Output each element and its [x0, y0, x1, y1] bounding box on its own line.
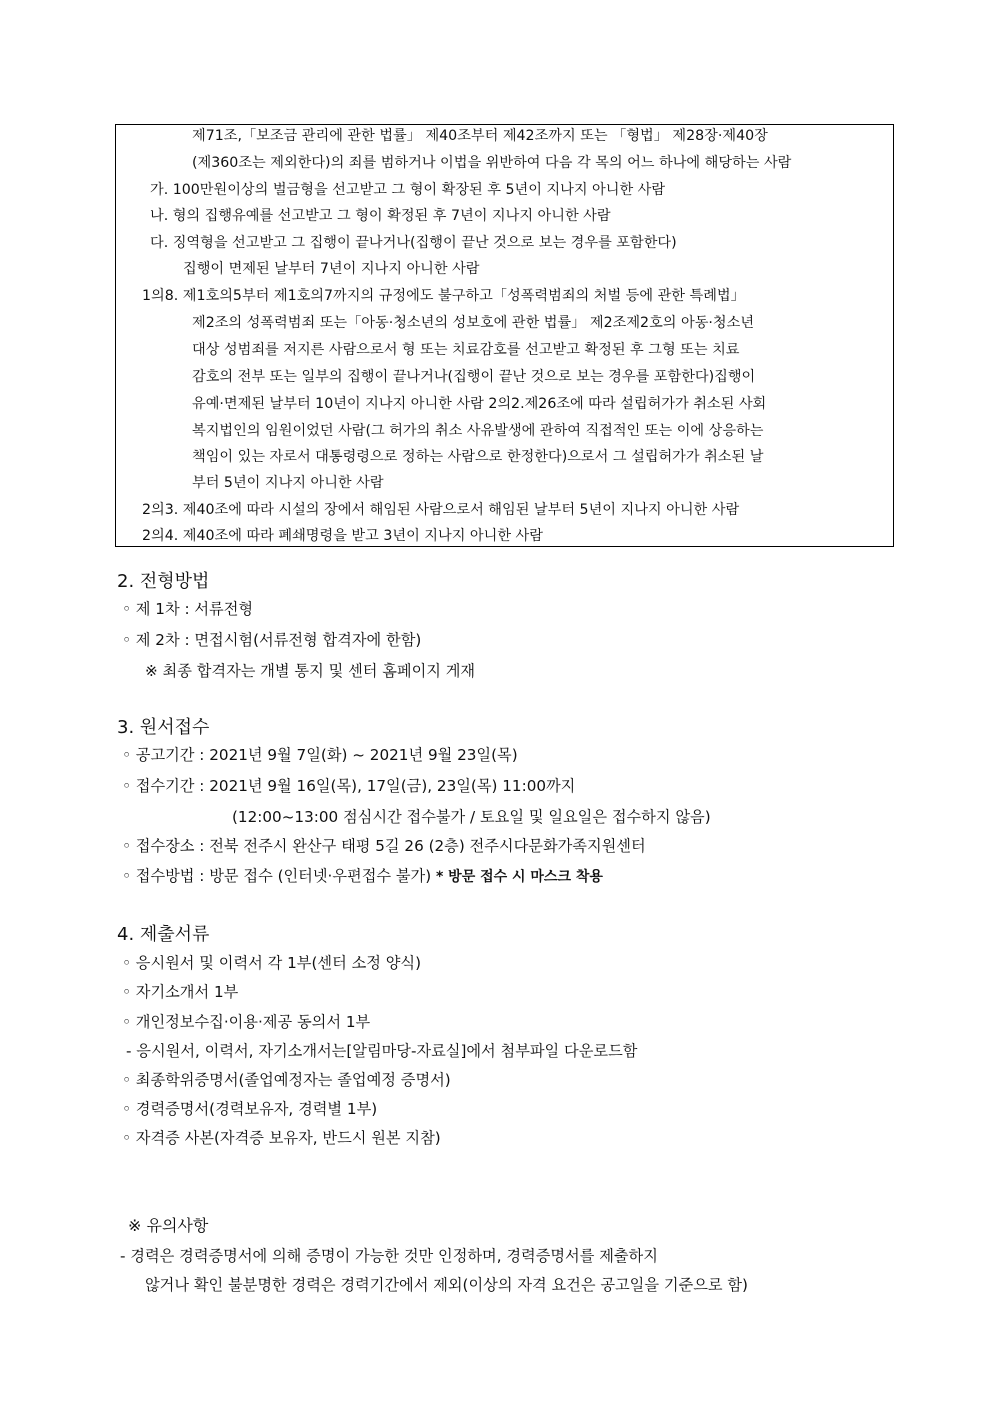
- box-line: 다. 징역형을 선고받고 그 집행이 끝나거나(집행이 끝난 것으로 보는 경우를 포함한다): [150, 235, 677, 251]
- box-line: 제71조,「보조금 관리에 관한 법률」 제40조부터 제42조까지 또는 「형법」 제28장·제40장: [192, 128, 768, 144]
- section-heading: 4. 제출서류: [117, 924, 210, 945]
- box-line: 가. 100만원이상의 벌금형을 선고받고 그 형이 확장된 후 5년이 지나지 아니한 사람: [150, 182, 666, 198]
- section-heading: 2. 전형방법: [117, 571, 210, 592]
- list-item: ◦ 제 2차 : 면접시험(서류전형 합격자에 한함): [122, 631, 422, 649]
- box-line: 제2조의 성폭력범죄 또는「아동·청소년의 성보호에 관한 법률」 제2조제2호의 아동·청소년: [192, 315, 755, 331]
- box-line: 2의4. 제40조에 따라 폐쇄명령을 받고 3년이 지나지 아니한 사람: [142, 528, 543, 544]
- box-line: 부터 5년이 지나지 아니한 사람: [192, 475, 384, 491]
- notice-title: ※ 유의사항: [128, 1216, 209, 1235]
- box-line: 감호의 전부 또는 일부의 집행이 끝나거나(집행이 끝난 것으로 보는 경우를 포함한다)집행이: [192, 369, 756, 385]
- note-text: ※ 최종 합격자는 개별 통지 및 센터 홈페이지 게재: [145, 662, 476, 680]
- method-text: ◦ 접수방법 : 방문 접수 (인터넷·우편접수 불가): [122, 867, 436, 885]
- box-line: 유예·면제된 날부터 10년이 지나지 아니한 사람 2의2.제26조에 따라 설립허가가 취소된 사회: [192, 396, 767, 412]
- box-line: 집행이 면제된 날부터 7년이 지나지 아니한 사람: [183, 261, 480, 277]
- section-heading: 3. 원서접수: [117, 717, 210, 738]
- list-item: ◦ 개인정보수집·이용·제공 동의서 1부: [122, 1013, 371, 1031]
- list-item: ◦ 접수기간 : 2021년 9월 16일(목), 17일(금), 23일(목) 11:00까지: [122, 777, 576, 795]
- list-item: ◦ 응시원서 및 이력서 각 1부(센터 소정 양식): [122, 954, 422, 972]
- box-line: 복지법인의 임원이었던 사람(그 허가의 취소 사유발생에 관하여 직접적인 또는 이에 상응하는: [192, 423, 764, 439]
- box-line: 대상 성범죄를 저지른 사람으로서 형 또는 치료감호를 선고받고 확정된 후 그형 또는 치료: [192, 342, 740, 358]
- notice-line: 않거나 확인 불분명한 경력은 경력기간에서 제외(이상의 자격 요건은 공고일을 기준으로 함): [145, 1276, 748, 1294]
- list-item: ◦ 자기소개서 1부: [122, 983, 239, 1001]
- list-item: - 응시원서, 이력서, 자기소개서는[알림마당-자료실]에서 첨부파일 다운로드함: [126, 1042, 638, 1060]
- list-item: ◦ 접수장소 : 전북 전주시 완산구 태평 5길 26 (2층) 전주시다문화가족지원센터: [122, 837, 646, 855]
- mask-notice: * 방문 접수 시 마스크 착용: [435, 869, 603, 885]
- box-line: (제360조는 제외한다)의 죄를 범하거나 이법을 위반하여 다음 각 목의 어느 하나에 해당하는 사람: [192, 155, 792, 171]
- list-item: ◦ 경력증명서(경력보유자, 경력별 1부): [122, 1100, 378, 1118]
- list-item: ◦ 공고기간 : 2021년 9월 7일(화) ~ 2021년 9월 23일(목): [122, 746, 518, 764]
- list-item: ◦ 자격증 사본(자격증 보유자, 반드시 원본 지참): [122, 1129, 441, 1147]
- list-item: [122, 865, 603, 888]
- box-line: 2의3. 제40조에 따라 시설의 장에서 해임된 사람으로서 해임된 날부터 5년이 지나지 아니한 사람: [142, 502, 740, 518]
- box-line: 나. 형의 집행유예를 선고받고 그 형이 확정된 후 7년이 지나지 아니한 사람: [150, 208, 611, 224]
- box-line: 1의8. 제1호의5부터 제1호의7까지의 규정에도 불구하고「성폭력범죄의 처벌 등에 관한 특례법」: [142, 288, 745, 304]
- list-item: ◦ 제 1차 : 서류전형: [122, 600, 254, 618]
- notice-line: - 경력은 경력증명서에 의해 증명이 가능한 것만 인정하며, 경력증명서를 제출하지: [120, 1247, 658, 1265]
- box-line: 책임이 있는 자로서 대통령령으로 정하는 사람으로 한정한다)으로서 그 설립허가가 취소된 날: [192, 449, 764, 465]
- list-item-note: (12:00~13:00 점심시간 접수불가 / 토요일 및 일요일은 접수하지 않음): [232, 808, 711, 826]
- list-item: ◦ 최종학위증명서(졸업예정자는 졸업예정 증명서): [122, 1071, 451, 1089]
